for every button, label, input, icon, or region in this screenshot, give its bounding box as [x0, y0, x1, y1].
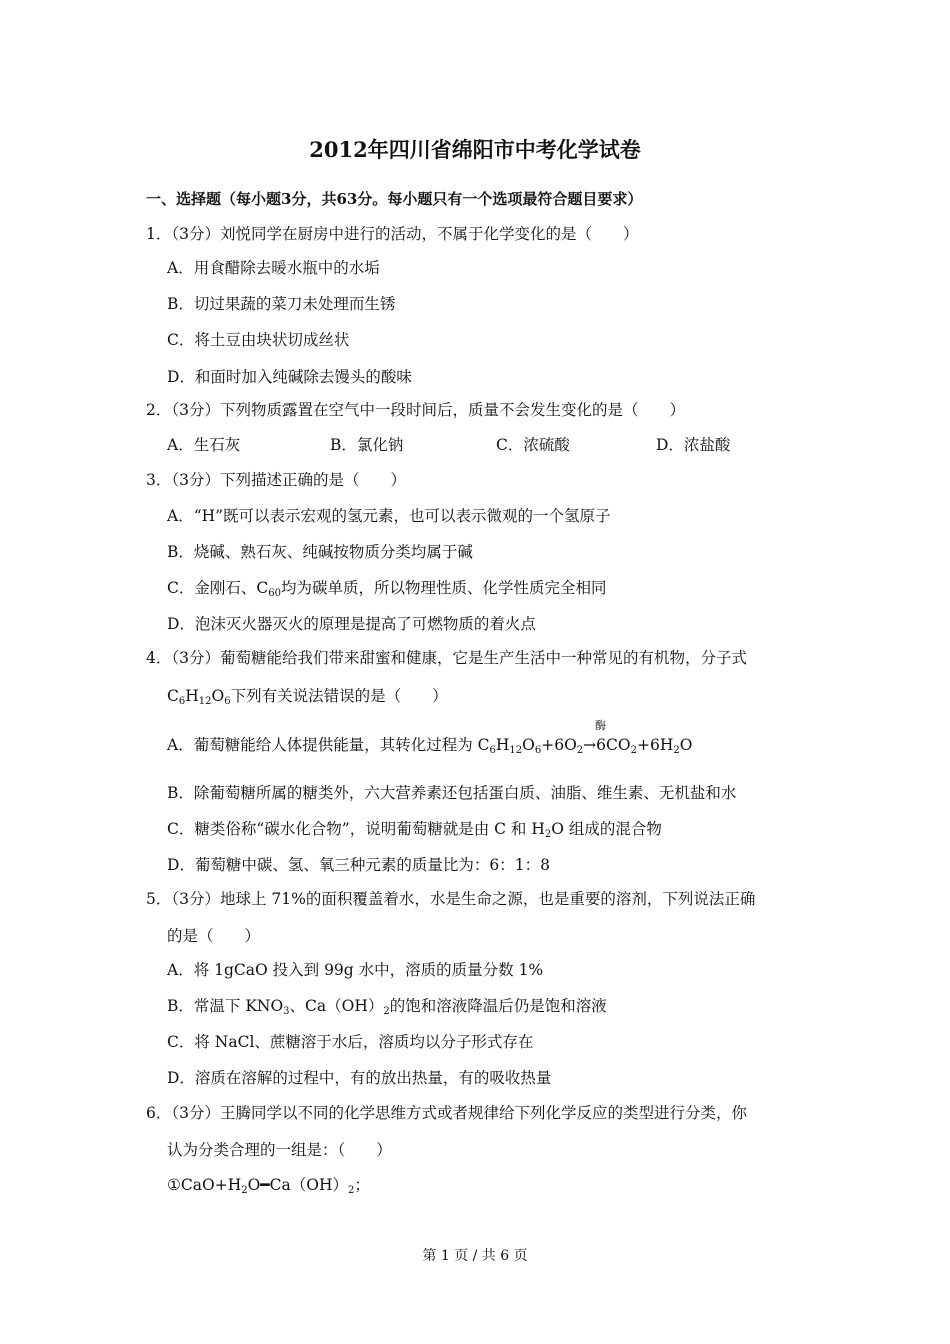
section-heading: 一、选择题（每小题3分，共63分。每小题只有一个选项最符合题目要求） — [146, 190, 643, 208]
question-5-stem-line-1: 5．（3分）地球上 71%的面积覆盖着水，水是生命之源，也是重要的溶剂，下列说法正确 — [146, 890, 756, 908]
question-1-option-a: A．用食醋除去暖水瓶中的水垢 — [167, 259, 380, 277]
question-2-option-d: D．浓盐酸 — [656, 436, 731, 454]
question-4-option-a: A．葡萄糖能给人体提供能量，其转化过程为 $C_6H_{12}O_6+6O_2\to 6CO_2+6H_2O$ — [167, 736, 693, 756]
question-5-option-d: D．溶质在溶解的过程中，有的放出热量，有的吸收热量 — [167, 1069, 552, 1087]
question-1-stem: 1．（3分）刘悦同学在厨房中进行的活动，不属于化学变化的是（ ） — [146, 225, 639, 243]
question-1-option-d: D．和面时加入纯碱除去馒头的酸味 — [167, 368, 412, 386]
question-2-option-a: A．生石灰 — [167, 436, 241, 454]
question-4-stem-line-1: 4．（3分）葡萄糖能给我们带来甜蜜和健康，它是生产生活中一种常见的有机物，分子式 — [146, 649, 747, 667]
question-6-stem-line-1: 6．（3分）王腾同学以不同的化学思维方式或者规律给下列化学反应的类型进行分类，你 — [146, 1104, 747, 1122]
page-title: 2012年四川省绵阳市中考化学试卷 — [309, 137, 641, 162]
question-2-option-b: B．氯化钠 — [330, 436, 404, 454]
question-3-option-c: C．金刚石、$C_{60}$均为碳单质，所以物理性质、化学性质完全相同 — [167, 579, 607, 599]
question-4-stem-line-2: $C_6H_{12}O_6$下列有关说法错误的是（ ） — [167, 687, 448, 707]
page-footer: 第 1 页 / 共 6 页 — [422, 1248, 528, 1264]
question-3-option-a: A．“H”既可以表示宏观的氢元素，也可以表示微观的一个氢原子 — [167, 507, 611, 525]
question-5-option-b: B．常温下 $KNO_3$、$Ca(OH)_2$的饱和溶液降温后仍是饱和溶液 — [167, 997, 607, 1017]
question-6-stem-line-2: 认为分类合理的一组是：（ ） — [167, 1141, 392, 1159]
question-3-option-b: B．烧碱、熟石灰、纯碱按物质分类均属于碱 — [167, 543, 473, 561]
question-1-option-c: C．将土豆由块状切成丝状 — [167, 331, 350, 349]
question-4-option-d: D．葡萄糖中碳、氢、氧三种元素的质量比为：6：1：8 — [167, 856, 551, 874]
enzyme-label: 酶 — [595, 719, 606, 732]
question-3-option-d: D．泡沫灭火器灭火的原理是提高了可燃物质的着火点 — [167, 615, 536, 633]
question-6-equation-1: $①CaO+H_2O━Ca(OH)_2$； — [167, 1176, 370, 1196]
question-4-option-c: C．糖类俗称“碳水化合物”，说明葡萄糖就是由 C 和 $H_2O$ 组成的混合物 — [167, 820, 662, 840]
question-2-option-c: C．浓硫酸 — [496, 436, 570, 454]
question-5-stem-line-2: 的是（ ） — [167, 927, 261, 945]
question-5-option-c: C．将 NaCl、蔗糖溶于水后，溶质均以分子形式存在 — [167, 1033, 534, 1051]
question-1-option-b: B．切过果蔬的菜刀未处理而生锈 — [167, 295, 396, 313]
question-3-stem: 3．（3分）下列描述正确的是（ ） — [146, 471, 406, 489]
question-2-stem: 2．（3分）下列物质露置在空气中一段时间后，质量不会发生变化的是（ ） — [146, 401, 685, 419]
question-5-option-a: A．将 1gCaO 投入到 99g 水中，溶质的质量分数 1% — [167, 961, 544, 979]
question-4-option-b: B．除葡萄糖所属的糖类外，六大营养素还包括蛋白质、油脂、维生素、无机盐和水 — [167, 784, 737, 802]
